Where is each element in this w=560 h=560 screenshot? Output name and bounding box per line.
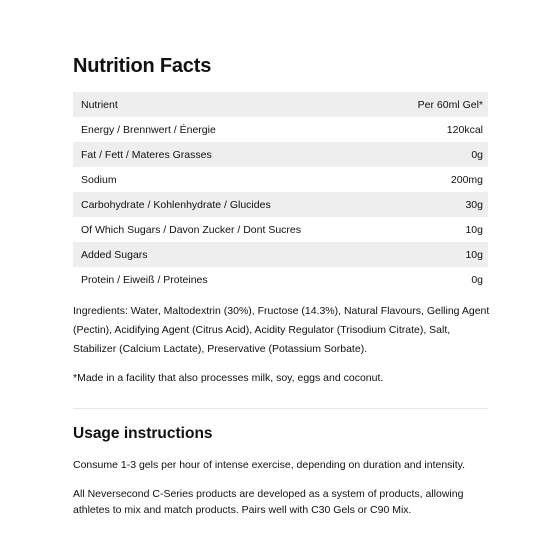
usage-instructions-title: Usage instructions — [73, 425, 213, 442]
nutrient-label: Sodium — [81, 173, 117, 186]
table-row — [73, 192, 488, 217]
usage-instructions-line-1: Consume 1-3 gels per hour of intense exercise, depending on duration and intensity. — [73, 459, 466, 471]
nutrition-table — [73, 92, 488, 292]
ingredients-text: Ingredients: Water, Maltodextrin (30%), Fructose (14.3%), Natural Flavours, Gelling Agent (Pectin), Acidifying Agent (Citrus Acid), Acidity Regulator (Trisodium Citrate), Salt, Stabilizer (Calcium Lactate), Preservative (Potassium Sorbate). — [73, 305, 490, 355]
nutrient-value: 200mg — [450, 173, 483, 186]
nutrient-value: 120kcal — [446, 123, 483, 136]
nutrient-label: Protein / Eiweiß / Proteines — [81, 273, 208, 286]
section-divider — [73, 408, 488, 409]
nutrient-value: 10g — [465, 248, 483, 261]
table-row — [73, 117, 488, 142]
table-row — [73, 267, 488, 292]
nutrient-label: Of Which Sugars / Davon Zucker / Dont Sucres — [81, 223, 301, 236]
nutrient-column-header: Nutrient — [81, 98, 118, 111]
nutrition-facts-title: Nutrition Facts — [73, 55, 212, 77]
usage-instructions-line-2: All Neversecond C-Series products are developed as a system of products, allowing athletes to mix and match products. Pairs well with C30 Gels or C90 Mix. — [73, 488, 464, 516]
nutrient-value: 10g — [465, 223, 483, 236]
table-row — [73, 217, 488, 242]
per-serving-column-header: Per 60ml Gel* — [417, 98, 483, 111]
nutrient-value: 0g — [471, 148, 483, 161]
nutrient-label: Fat / Fett / Materes Grasses — [81, 148, 212, 161]
nutrient-value: 0g — [471, 273, 483, 286]
table-row — [73, 167, 488, 192]
nutrient-label: Energy / Brennwert / Énergie — [81, 123, 216, 136]
table-header-row — [73, 92, 488, 117]
table-row — [73, 142, 488, 167]
nutrient-value: 30g — [465, 198, 483, 211]
table-row — [73, 242, 488, 267]
allergen-note: *Made in a facility that also processes milk, soy, eggs and coconut. — [73, 372, 384, 384]
nutrient-label: Added Sugars — [81, 248, 148, 261]
nutrient-label: Carbohydrate / Kohlenhydrate / Glucides — [81, 198, 271, 211]
